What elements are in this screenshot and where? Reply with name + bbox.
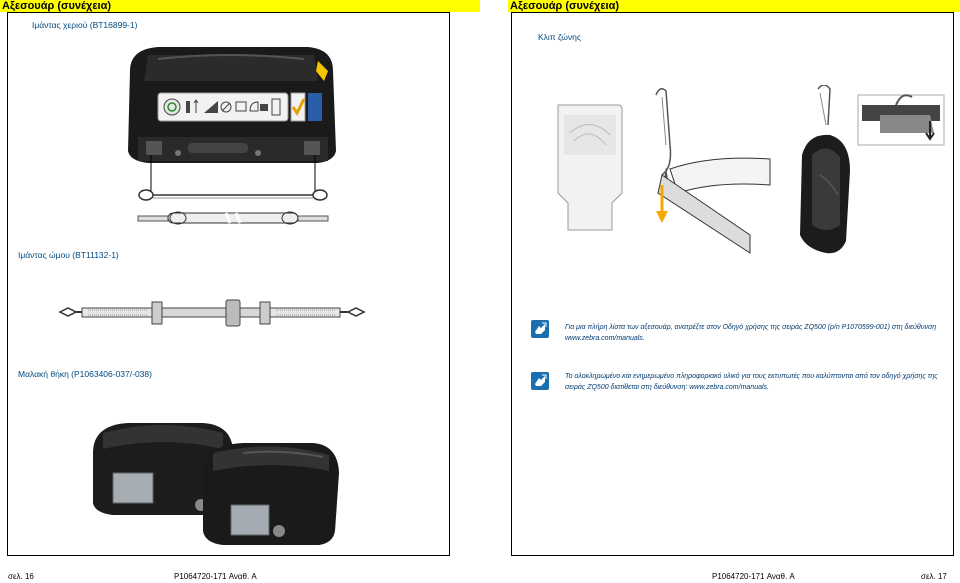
left-header-title: Αξεσουάρ (συνέχεια) bbox=[2, 0, 112, 12]
note-1-line-2: www.zebra.com/manuals. bbox=[565, 335, 645, 342]
note-2 bbox=[565, 371, 938, 393]
belt-clip-illustration bbox=[550, 85, 950, 255]
note-2-line-2: σειράς ZQ500 διατίθεται στη διεύθυνση: www.zebra.com/manuals. bbox=[565, 384, 769, 391]
soft-case-title: Μαλακή θήκη (P1063406-037/-038) bbox=[18, 369, 152, 379]
belt-clip-title: Κλιπ ζώνης bbox=[538, 32, 581, 42]
printer-hand-strap-illustration bbox=[118, 41, 348, 231]
left-doc-number: P1064720-171 Αναθ. A bbox=[174, 572, 257, 581]
left-page-header bbox=[0, 0, 480, 12]
note-2-line-1: Το ολοκληρωμένο και ενημερωμένο πληροφοριακό υλικό για τους εκτυπωτές που καλύπτονται από τον οδηγό χρήσης της bbox=[565, 373, 938, 380]
right-page-header bbox=[508, 0, 960, 12]
left-page-number: σελ. 16 bbox=[8, 572, 34, 581]
note-1 bbox=[565, 322, 936, 344]
right-doc-number: P1064720-171 Αναθ. A bbox=[712, 572, 795, 581]
right-page-number: σελ. 17 bbox=[921, 572, 947, 581]
soft-case-illustration bbox=[83, 413, 343, 553]
right-header-title: Αξεσουάρ (συνέχεια) bbox=[510, 0, 620, 12]
left-content-panel bbox=[7, 12, 450, 556]
right-content-panel bbox=[511, 12, 954, 556]
note-hand-icon bbox=[531, 320, 549, 338]
note-hand-icon bbox=[531, 372, 549, 390]
shoulder-strap-illustration bbox=[58, 296, 398, 332]
shoulder-strap-title: Ιμάντας ώμου (BT11132-1) bbox=[18, 250, 119, 260]
note-1-line-1: Για μια πλήρη λίστα των αξεσουάρ, ανατρέξτε στον Οδηγό χρήσης της σειράς ZQ500 (p/n P1070599-001) στη διεύθυνση bbox=[565, 324, 937, 331]
hand-strap-title: Ιμάντας χεριού (BT16899-1) bbox=[32, 20, 138, 30]
